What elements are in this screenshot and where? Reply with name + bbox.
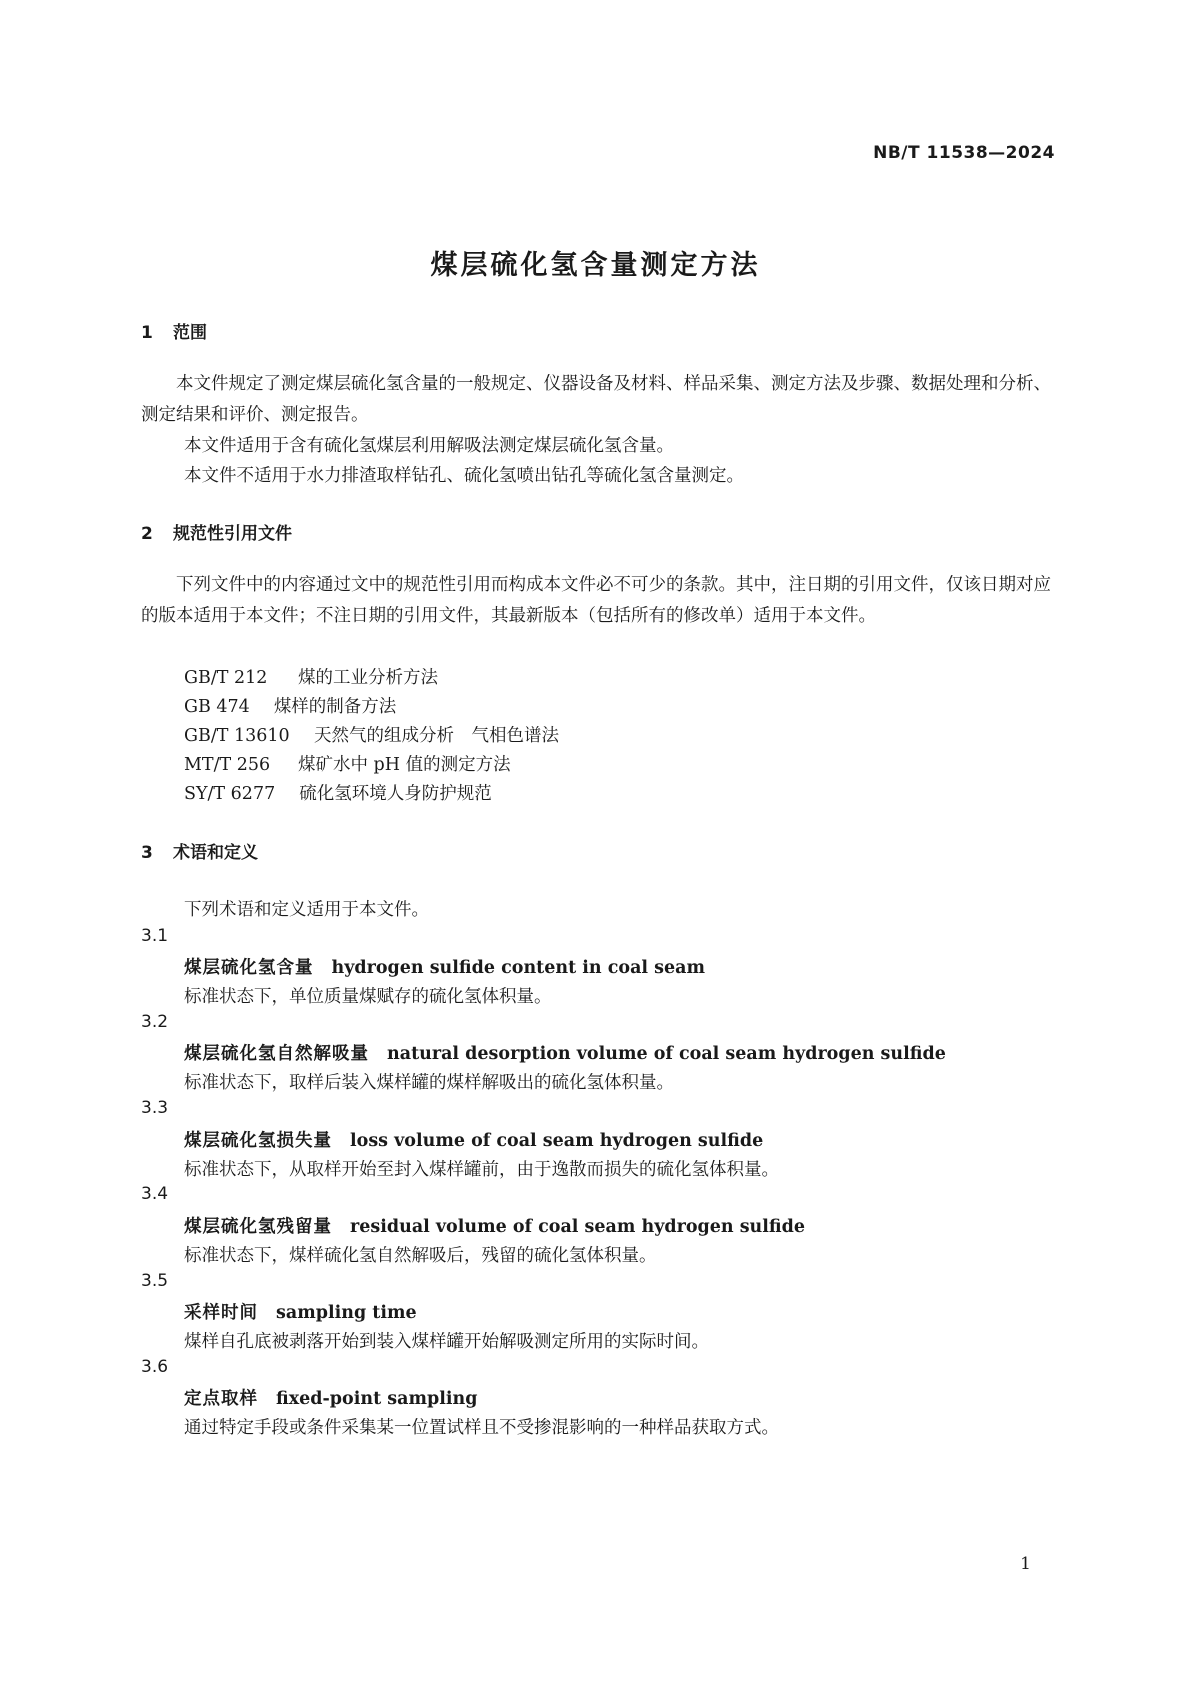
term-definition: 通过特定手段或条件采集某一位置试样且不受掺混影响的一种样品获取方式。 [184,1418,779,1438]
reference-title: 天然气的组成分析 气相色谱法 [314,726,559,746]
term-heading [184,1299,417,1324]
term-number: 3.2 [141,1012,169,1032]
section-number: 1 [141,323,153,343]
section-number: 2 [141,524,153,544]
term-number: 3.5 [141,1271,169,1291]
scope-paragraph-3: 本文件不适用于水力排渣取样钻孔、硫化氢喷出钻孔等硫化氢含量测定。 [184,466,744,486]
section-2-heading [141,519,292,544]
term-english: sampling time [276,1303,417,1323]
reference-title: 煤的工业分析方法 [298,668,438,688]
term-heading [184,1040,946,1065]
reference-item [184,693,396,718]
term-heading [184,1213,805,1238]
reference-item [184,722,559,747]
reference-item [184,751,511,776]
section-title: 规范性引用文件 [173,524,292,544]
reference-code: SY/T 6277 [184,784,276,804]
term-chinese: 煤层硫化氢含量 [184,958,314,978]
term-heading [184,1127,763,1152]
document-title: 煤层硫化氢含量测定方法 [430,250,761,281]
section-number: 3 [141,843,153,863]
term-english: hydrogen sulfide content in coal seam [331,958,705,978]
term-number: 3.4 [141,1184,169,1204]
term-chinese: 煤层硫化氢自然解吸量 [184,1044,369,1064]
term-definition: 标准状态下，取样后装入煤样罐的煤样解吸出的硫化氢体积量。 [184,1073,674,1093]
reference-title: 煤矿水中 pH 值的测定方法 [298,755,511,775]
term-number: 3.6 [141,1357,169,1377]
reference-code: GB/T 13610 [184,726,290,746]
terms-intro: 下列术语和定义适用于本文件。 [184,900,429,920]
reference-code: MT/T 256 [184,755,271,775]
term-definition: 煤样自孔底被剥落开始到装入煤样罐开始解吸测定所用的实际时间。 [184,1332,709,1352]
term-english: residual volume of coal seam hydrogen sulfide [350,1217,806,1237]
term-english: fixed-point sampling [276,1389,478,1409]
term-chinese: 煤层硫化氢损失量 [184,1131,332,1151]
term-definition: 标准状态下，煤样硫化氢自然解吸后，残留的硫化氢体积量。 [184,1246,657,1266]
term-number: 3.1 [141,926,169,946]
section-1-heading [141,318,207,343]
scope-paragraph-2: 本文件适用于含有硫化氢煤层利用解吸法测定煤层硫化氢含量。 [184,436,674,456]
standard-code: NB/T 11538—2024 [873,143,1055,163]
page-number: 1 [1020,1554,1031,1574]
term-number: 3.3 [141,1098,169,1118]
reference-code: GB/T 212 [184,668,268,688]
reference-title: 硫化氢环境人身防护规范 [299,784,492,804]
term-definition: 标准状态下，从取样开始至封入煤样罐前，由于逸散而损失的硫化氢体积量。 [184,1160,779,1180]
section-title: 术语和定义 [173,843,258,863]
term-definition: 标准状态下，单位质量煤赋存的硫化氢体积量。 [184,987,552,1007]
scope-paragraph-1: 本文件规定了测定煤层硫化氢含量的一般规定、仪器设备及材料、样品采集、测定方法及步骤、数据处理和分析、测定结果和评价、测定报告。 [141,374,1051,425]
section-3-heading [141,838,258,863]
term-heading [184,1385,477,1410]
reference-title: 煤样的制备方法 [273,697,397,717]
term-chinese: 定点取样 [184,1389,258,1409]
term-chinese: 采样时间 [184,1303,258,1323]
reference-code: GB 474 [184,697,250,717]
term-heading [184,954,705,979]
references-intro: 下列文件中的内容通过文中的规范性引用而构成本文件必不可少的条款。其中，注日期的引用文件，仅该日期对应的版本适用于本文件；不注日期的引用文件，其最新版本（包括所有的修改单）适用于本文件。 [141,575,1051,626]
reference-item [184,664,438,689]
section-title: 范围 [173,323,207,343]
reference-item [184,780,492,805]
term-english: loss volume of coal seam hydrogen sulfide [350,1131,764,1151]
term-english: natural desorption volume of coal seam hydrogen sulfide [387,1044,946,1064]
term-chinese: 煤层硫化氢残留量 [184,1217,332,1237]
